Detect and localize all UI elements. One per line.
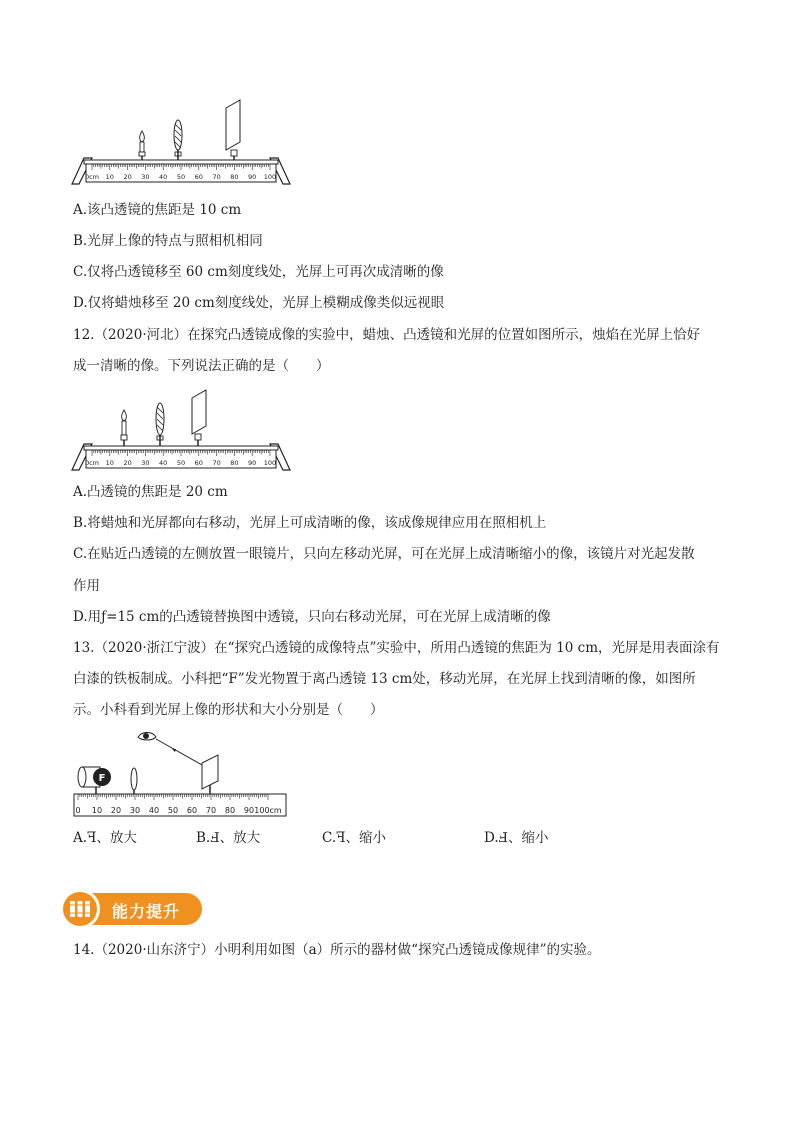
- ruler-label: 80: [230, 459, 239, 467]
- ruler-label: 20: [123, 173, 132, 181]
- books-icon: [69, 898, 91, 920]
- q12-option-c-line1: C.在贴近凸透镜的左侧放置一眼镜片，只向左移动光屏，可在光屏上成清晰缩小的像，该镜片对光起发散: [73, 546, 695, 562]
- flame: [140, 131, 145, 142]
- flame: [122, 410, 127, 421]
- q11-option-d: D.仅将蜡烛移至 20 cm刻度线处，光屏上模糊成像类似远视眼: [73, 295, 445, 311]
- ruler-label: 0: [75, 806, 81, 815]
- ruler-label: 10: [105, 173, 114, 181]
- sight-line: [156, 739, 202, 765]
- q13-stem-line2: 白漆的铁板制成。小科把“F”发光物置于离凸透镜 13 cm处，移动光屏，在光屏上找到清晰的像，如图所: [73, 671, 696, 687]
- light-screen: [226, 100, 240, 160]
- f-letter: F: [98, 773, 106, 784]
- ruler-label: 80: [230, 173, 239, 181]
- ruler-label: 10: [91, 806, 103, 815]
- q11-option-b: B.光屏上像的特点与照相机相同: [73, 233, 263, 249]
- candle: [121, 410, 127, 446]
- convex-lens: [131, 768, 137, 794]
- q14-stem: 14.（2020·山东济宁）小明利用如图（a）所示的器材做“探究凸透镜成像规律”的实验。: [73, 942, 601, 958]
- light-screen: [202, 755, 218, 794]
- ruler-label: 20: [123, 459, 132, 467]
- q13-stem-line1: 13.（2020·浙江宁波）在“探究凸透镜的成像特点”实验中，所用凸透镜的焦距为 10 cm，光屏是用表面涂有: [73, 640, 720, 656]
- q13-stem-line3: 示。小科看到光屏上像的形状和大小分别是（ ）: [73, 702, 384, 718]
- q12-option-a: A.凸透镜的焦距是 20 cm: [73, 484, 228, 500]
- ruler-label: 70: [212, 459, 221, 467]
- q11-option-a: A.该凸透镜的焦距是 10 cm: [73, 202, 242, 218]
- ruler-label: 50: [167, 806, 179, 815]
- q11-optical-bench-figure: [70, 98, 292, 190]
- ruler-label: 90: [248, 459, 257, 467]
- q12-stem-line1: 12.（2020·河北）在探究凸透镜成像的实验中，蜡烛、凸透镜和光屏的位置如图所示，烛焰在光屏上恰好: [73, 327, 701, 343]
- ruler-label: 30: [141, 173, 150, 181]
- ruler-label: 0cm: [84, 173, 100, 181]
- q12-option-c-line2: 作用: [73, 578, 100, 594]
- ruler-label: 80: [224, 806, 236, 815]
- q12-optical-bench-figure: [70, 388, 292, 474]
- bench-rail: [84, 446, 278, 450]
- ruler-label: 40: [148, 806, 160, 815]
- ruler-label: 90: [243, 806, 255, 815]
- ruler-label: 50: [176, 459, 186, 467]
- convex-lens: [156, 403, 164, 446]
- q13-optical-bench-figure: [72, 727, 290, 819]
- ruler-label: 60: [186, 806, 198, 815]
- q13-option-b: B.Ⅎ、放大: [196, 830, 261, 846]
- ruler-label: 0cm: [84, 459, 100, 467]
- ruler-label: 50: [176, 173, 186, 181]
- section-badge: [60, 889, 202, 929]
- ruler-label: 20: [110, 806, 122, 815]
- ruler-label: 10: [105, 459, 114, 467]
- ruler-label: 100: [263, 173, 277, 181]
- ruler-label: 90: [248, 173, 257, 181]
- candle: [139, 131, 145, 160]
- q12-option-b: B.将蜡烛和光屏都向右移动，光屏上可成清晰的像，该成像规律应用在照相机上: [73, 515, 547, 531]
- ruler-label: 60: [194, 459, 203, 467]
- f-light-object: [78, 767, 111, 794]
- section-title: 能力提升: [112, 902, 181, 921]
- ruler-label: 40: [159, 173, 168, 181]
- ruler-label: 70: [212, 173, 221, 181]
- ruler-label: 40: [159, 459, 168, 467]
- q11-option-c: C.仅将凸透镜移至 60 cm刻度线处，光屏上可再次成清晰的像: [73, 264, 444, 280]
- q12-stem-line2: 成一清晰的像。下列说法正确的是（ ）: [73, 358, 330, 374]
- q12-option-d: D.用ƒ=15 cm的凸透镜替换图中透镜，只向右移动光屏，可在光屏上成清晰的像: [73, 609, 551, 625]
- q13-option-c: C.ꟻ、缩小: [322, 830, 387, 846]
- ruler-label: 30: [129, 806, 141, 815]
- ruler-label: 100: [263, 459, 277, 467]
- ruler-label: 100cm: [254, 806, 282, 815]
- eye-icon: [138, 733, 156, 741]
- ruler-label: 60: [194, 173, 203, 181]
- convex-lens: [174, 120, 182, 160]
- q13-option-d: D.Ⅎ、缩小: [484, 830, 549, 846]
- bench-rail: [84, 160, 278, 164]
- light-screen: [192, 390, 206, 446]
- ruler-label: 70: [205, 806, 217, 815]
- q13-option-a: A.ꟻ、放大: [73, 830, 137, 846]
- ruler-label: 30: [141, 459, 150, 467]
